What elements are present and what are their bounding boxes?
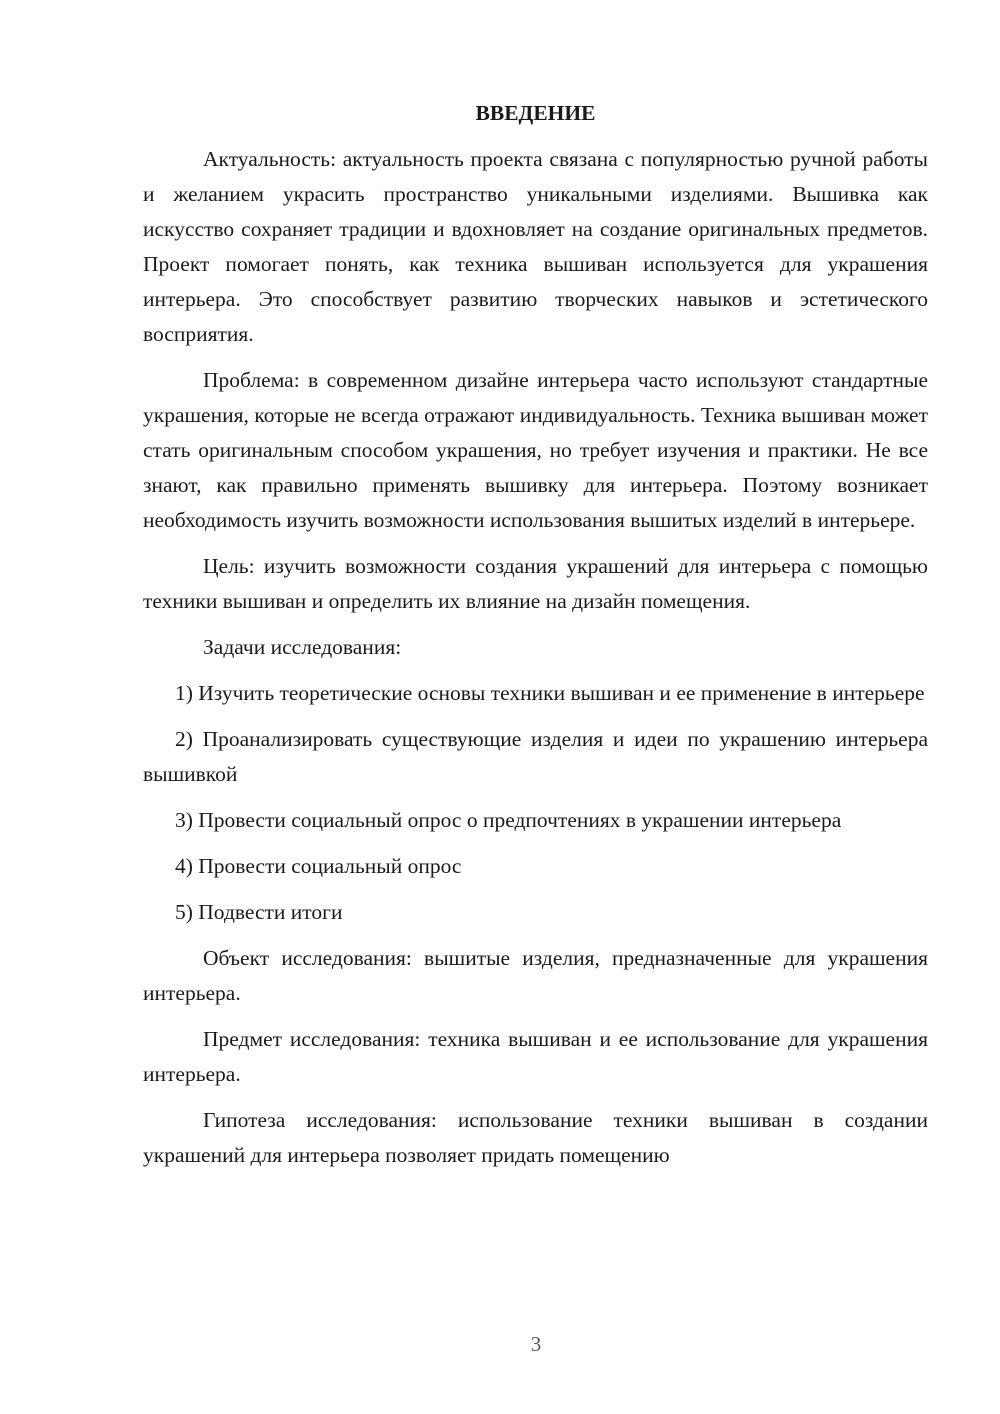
task-item-4: 4) Провести социальный опрос: [175, 854, 462, 878]
paragraph-relevance: Актуальность: актуальность проекта связана с популярностью ручной работы и желанием украсить пространство уникальными изделиями. Вышивка как искусство сохраняет традиции и вдохновляет на создание оригинальных предметов. Проект помогает понять, как техника вышиван используется для украшения интерьера. Это способствует развитию творческих навыков и эстетического восприятия.: [143, 147, 928, 346]
paragraph-tasks-heading: Задачи исследования:: [203, 635, 402, 659]
task-item-1: 1) Изучить теоретические основы техники вышиван и ее применение в интерьере: [175, 681, 925, 705]
page-content: [143, 96, 928, 1184]
paragraph-subject: Предмет исследования: техника вышиван и ее использование для украшения интерьера.: [143, 1027, 928, 1086]
page-number: 3: [530, 1332, 542, 1356]
page-title: ВВЕДЕНИЕ: [475, 101, 596, 125]
paragraph-problem: Проблема: в современном дизайне интерьера часто используют стандартные украшения, которые не всегда отражают индивидуальность. Техника вышиван может стать оригинальным способом украшения, но требует изучения и практики. Не все знают, как правильно применять вышивку для интерьера. Поэтому возникает необходимость изучить возможности использования вышитых изделий в интерьере.: [143, 368, 928, 532]
task-item-3: 3) Провести социальный опрос о предпочтениях в украшении интерьера: [175, 808, 842, 832]
paragraph-goal: Цель: изучить возможности создания украшений для интерьера с помощью техники вышиван и определить их влияние на дизайн помещения.: [143, 554, 928, 613]
task-item-2: 2) Проанализировать существующие изделия и идеи по украшению интерьера вышивкой: [143, 727, 928, 786]
task-item-5: 5) Подвести итоги: [175, 900, 343, 924]
paragraph-object: Объект исследования: вышитые изделия, предназначенные для украшения интерьера.: [143, 946, 928, 1005]
paragraph-hypothesis: Гипотеза исследования: использование техники вышиван в создании украшений для интерьера позволяет придать помещению: [143, 1108, 928, 1167]
